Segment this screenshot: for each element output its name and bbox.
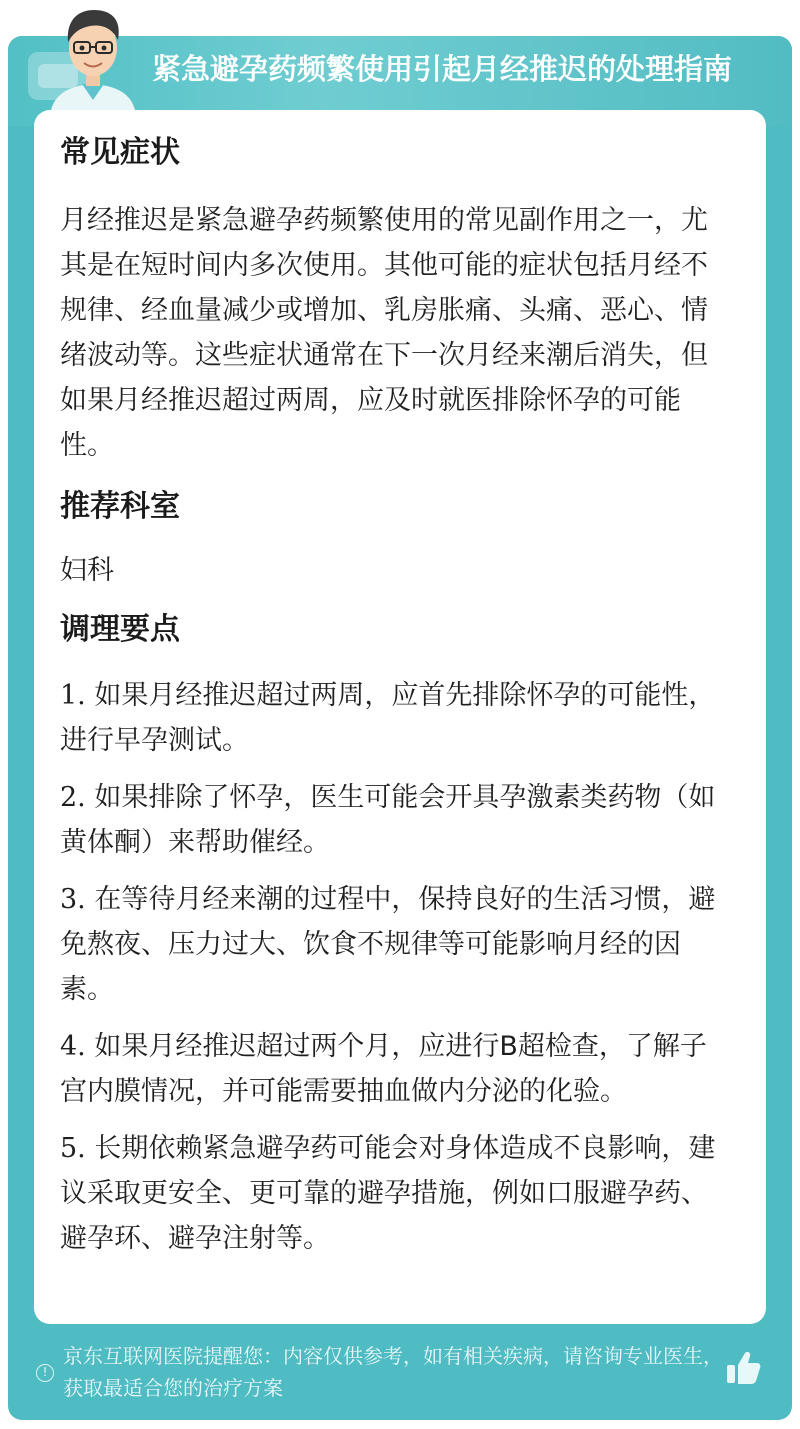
- section-heading-department: 推荐科室: [60, 489, 180, 524]
- list-item: [60, 1126, 725, 1261]
- list-item-text: 长期依赖紧急避孕药可能会对身体造成不良影响，建议采取更安全、更可靠的避孕措施，例如口服避孕药、避孕环、避孕注射等。: [60, 1133, 716, 1254]
- list-item: [60, 877, 725, 1012]
- list-item-text: 如果月经推迟超过两个月，应进行B超检查，了解子宫内膜情况，并可能需要抽血做内分泌的化验。: [60, 1031, 707, 1107]
- list-item: [60, 775, 725, 865]
- list-item-text: 在等待月经来潮的过程中，保持良好的生活习惯，避免熬夜、压力过大、饮食不规律等可能影响月经的因素。: [60, 884, 716, 1005]
- list-item-number: 2.: [60, 782, 86, 813]
- list-item-number: 3.: [60, 884, 86, 915]
- section-heading-care: 调理要点: [60, 612, 180, 647]
- list-item-text: 如果月经推迟超过两周，应首先排除怀孕的可能性，进行早孕测试。: [60, 680, 716, 756]
- department-text: 妇科: [60, 555, 114, 586]
- doctor-avatar: [46, 0, 140, 116]
- section-heading-symptoms: 常见症状: [60, 135, 180, 170]
- disclaimer-text: 京东互联网医院提醒您：内容仅供参考，如有相关疾病，请咨询专业医生，获取最适合您的治疗方案: [63, 1344, 723, 1400]
- list-item-number: 1.: [60, 680, 86, 711]
- list-item-number: 5.: [60, 1133, 86, 1164]
- care-list: [60, 673, 725, 1261]
- disclaimer-footer: [36, 1340, 796, 1410]
- list-item: [60, 1024, 725, 1114]
- symptoms-text: 月经推迟是紧急避孕药频繁使用的常见副作用之一，尤其是在短时间内多次使用。其他可能的症状包括月经不规律、经血量减少或增加、乳房胀痛、头痛、恶心、情绪波动等。这些症状通常在下一次月经来潮后消失，但如果月经推迟超过两周，应及时就医排除怀孕的可能性。: [60, 205, 708, 461]
- list-item-text: 如果排除了怀孕，医生可能会开具孕激素类药物（如黄体酮）来帮助催经。: [60, 782, 716, 858]
- info-icon: !: [36, 1364, 54, 1382]
- article-content: [60, 132, 725, 1261]
- page-title: 紧急避孕药频繁使用引起月经推迟的处理指南: [152, 52, 733, 86]
- thumbs-up-icon[interactable]: [724, 1348, 764, 1388]
- list-item-number: 4.: [60, 1031, 86, 1062]
- list-item: [60, 673, 725, 763]
